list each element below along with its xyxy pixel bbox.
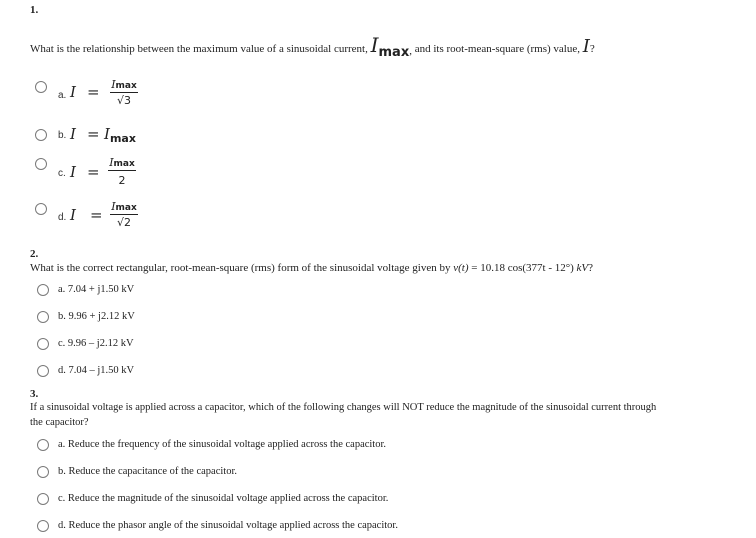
q1-option-a-eq: =: [87, 83, 100, 101]
q1-option-d-num-sub: max: [115, 203, 137, 213]
q2-option-d-radio[interactable]: [37, 365, 49, 377]
q1-option-d-eq: =: [90, 206, 103, 224]
q1-option-d-fraction: [110, 200, 138, 229]
q3-option-a: [58, 439, 386, 450]
question-number-1: 1.: [30, 4, 39, 16]
question-2-text: [30, 262, 593, 274]
q2-text: What is the correct rectangular, root-mean-square (rms) form of the sinusoidal voltage given by: [30, 262, 451, 274]
q3-option-c-letter: c.: [58, 493, 66, 504]
q1-text-end: ?: [589, 43, 595, 55]
q2-option-a-letter: a.: [58, 284, 66, 295]
q3-option-c-radio[interactable]: [37, 493, 49, 505]
q1-option-b-rhs-sym: I: [104, 125, 110, 143]
q1-option-c-num-sub: max: [113, 159, 135, 169]
q3-option-c-text: Reduce the magnitude of the sinusoidal voltage applied across the capacitor.: [67, 493, 389, 504]
q1-option-a-lhs: I: [70, 83, 76, 101]
q1-option-c-radio[interactable]: [35, 158, 47, 170]
q3-option-b-radio[interactable]: [37, 466, 49, 478]
q1-option-b-rhs-sub: max: [109, 132, 136, 145]
q1-text-middle: and its root-mean-square (rms) value,: [414, 43, 580, 55]
q2-option-a: [58, 284, 134, 295]
question-3-line-2: the capacitor?: [30, 417, 89, 428]
q2-option-d-text: 7.04 – j1.50 kV: [68, 365, 135, 376]
q2-expr-rest: = 10.18 cos(377t - 12°): [471, 262, 574, 274]
q1-option-a-den: √3: [116, 94, 131, 107]
q1-option-c-lhs: I: [70, 163, 76, 181]
q2-text-end: ?: [588, 262, 594, 274]
q1-option-d-den: √2: [116, 216, 131, 229]
q1-option-d-num-sym: I: [111, 200, 116, 213]
q2-option-a-text: 7.04 + j1.50 kV: [67, 284, 135, 295]
q1-sub-max: max: [378, 45, 410, 60]
q2-option-c-radio[interactable]: [37, 338, 49, 350]
q2-option-a-radio[interactable]: [37, 284, 49, 296]
q3-option-a-text: Reduce the frequency of the sinusoidal voltage applied across the capacitor.: [67, 439, 387, 450]
q1-option-a-fraction: [110, 78, 138, 107]
q2-option-b-radio[interactable]: [37, 311, 49, 323]
q1-option-b-eq: =: [87, 125, 100, 143]
q1-option-d-lhs: I: [70, 206, 76, 224]
q1-option-b-letter: b.: [58, 130, 67, 141]
q1-option-a-num-sym: I: [111, 78, 116, 91]
q2-option-d-letter: d.: [58, 365, 66, 376]
q1-option-a-letter: a.: [58, 90, 67, 101]
q1-option-d-radio[interactable]: [35, 203, 47, 215]
q2-option-c: [58, 338, 134, 349]
q3-option-b-text: Reduce the capacitance of the capacitor.: [68, 466, 237, 477]
question-3-line-1: If a sinusoidal voltage is applied across a capacitor, which of the following changes will NOT reduce the magnitude of the sinusoidal current through: [30, 402, 657, 413]
q1-sym-rms: I: [582, 36, 590, 57]
q1-option-b-radio[interactable]: [35, 129, 47, 141]
q1-text-before: What is the relationship between the maximum value of a sinusoidal current,: [30, 43, 368, 55]
q3-option-d-letter: d.: [58, 520, 66, 531]
q3-option-a-letter: a.: [58, 439, 66, 450]
q1-option-c-letter: c.: [58, 168, 66, 179]
q1-option-b-lhs: I: [70, 125, 76, 143]
q2-option-b-letter: b.: [58, 311, 66, 322]
q1-option-c-den: 2: [118, 174, 126, 187]
q2-option-d: [58, 365, 134, 376]
q3-option-a-radio[interactable]: [37, 439, 49, 451]
q1-option-c-fraction: [108, 156, 136, 187]
q3-option-c: [58, 493, 388, 504]
q1-option-a-radio[interactable]: [35, 81, 47, 93]
question-number-2: 2.: [30, 248, 39, 260]
question-number-3: 3.: [30, 388, 39, 400]
q1-option-c-num-sym: I: [109, 156, 114, 169]
q2-expr-v: v(t): [453, 262, 469, 274]
q1-option-b-rhs: [104, 125, 136, 143]
q1-option-a-num-sub: max: [115, 81, 137, 91]
q2-expr-unit: kV: [576, 262, 589, 274]
question-1-text: What is the relationship between the maximum value of a sinusoidal current, Imax, and its root-mean-square (rms) value, I?: [30, 33, 595, 60]
q3-option-d-text: Reduce the phasor angle of the sinusoidal voltage applied across the capacitor.: [68, 520, 398, 531]
q3-option-b: [58, 466, 237, 477]
q2-option-b-text: 9.96 + j2.12 kV: [68, 311, 135, 322]
q1-option-c-eq: =: [87, 163, 100, 181]
q2-option-c-text: 9.96 – j2.12 kV: [67, 338, 134, 349]
q1-sym-max: I: [370, 33, 379, 57]
q3-option-b-letter: b.: [58, 466, 66, 477]
q2-option-c-letter: c.: [58, 338, 66, 349]
q1-option-d-letter: d.: [58, 212, 67, 223]
q3-option-d: [58, 520, 398, 531]
q3-option-d-radio[interactable]: [37, 520, 49, 532]
q2-option-b: [58, 311, 135, 322]
